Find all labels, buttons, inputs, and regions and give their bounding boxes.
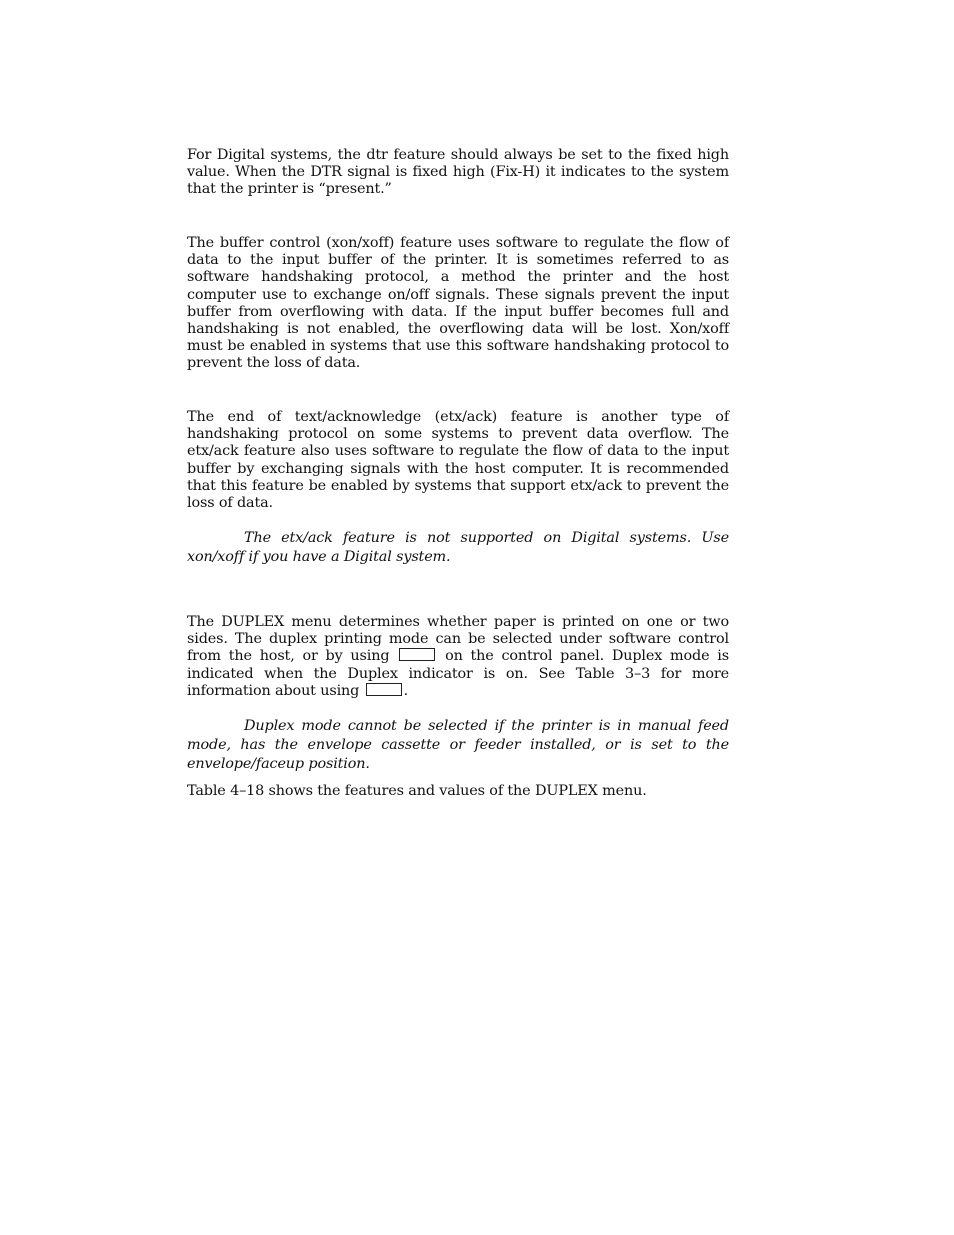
etx-ack-paragraph: The end of text/acknowledge (etx/ack) feature is another type of handshaking protocol on some systems to prevent data overflow. The etx/ack feature also uses software to regulate the flow of data to the input buffer by exchanging signals with the host computer. It is recommended that this feature be enabled by systems that support etx/ack to prevent the loss of data. bbox=[187, 409, 729, 512]
buffer-control-paragraph: The buffer control (xon/xoff) feature uses software to regulate the flow of data to the input buffer of the printer. It is sometimes referred to as software handshaking protocol, a method the printer and the host computer use to exchange on/off signals. These signals prevent the input buffer from overflowing with data. If the input buffer becomes full and handshaking is not enabled, the overflowing data will be lost. Xon/xoff must be enabled in systems that use this software handshaking protocol to prevent the loss of data. bbox=[187, 235, 729, 372]
duplex-note bbox=[187, 717, 729, 774]
etx-ack-note-text: The etx/ack feature is not supported on Digital systems. Use xon/xoff if you have a Digital system. bbox=[187, 530, 729, 565]
duplex-text-part2: on the control panel. Duplex mode is indicated when the Duplex indicator is on. See Table 3–3 for more information about using bbox=[187, 648, 729, 699]
dtr-paragraph: For Digital systems, the dtr feature should always be set to the fixed high value. When the DTR signal is fixed high (Fix-H) it indicates to the system that the printer is “present.” bbox=[187, 147, 729, 198]
duplex-key-box bbox=[399, 648, 435, 661]
duplex-paragraph bbox=[187, 614, 729, 700]
duplex-text-part3: . bbox=[403, 682, 409, 699]
duplex-key-box-2 bbox=[366, 683, 402, 696]
etx-ack-note bbox=[187, 529, 729, 567]
duplex-note-text: Duplex mode cannot be selected if the printer is in manual feed mode, has the envelope cassette or feeder installed, or is set to the envelope/faceup position. bbox=[187, 718, 729, 772]
duplex-table-reference: Table 4–18 shows the features and values of the DUPLEX menu. bbox=[187, 783, 647, 799]
duplex-text-part1: The DUPLEX menu determines whether paper is printed on one or two sides. The duplex printing mode can be selected under software control from the host, or by using bbox=[187, 614, 729, 665]
